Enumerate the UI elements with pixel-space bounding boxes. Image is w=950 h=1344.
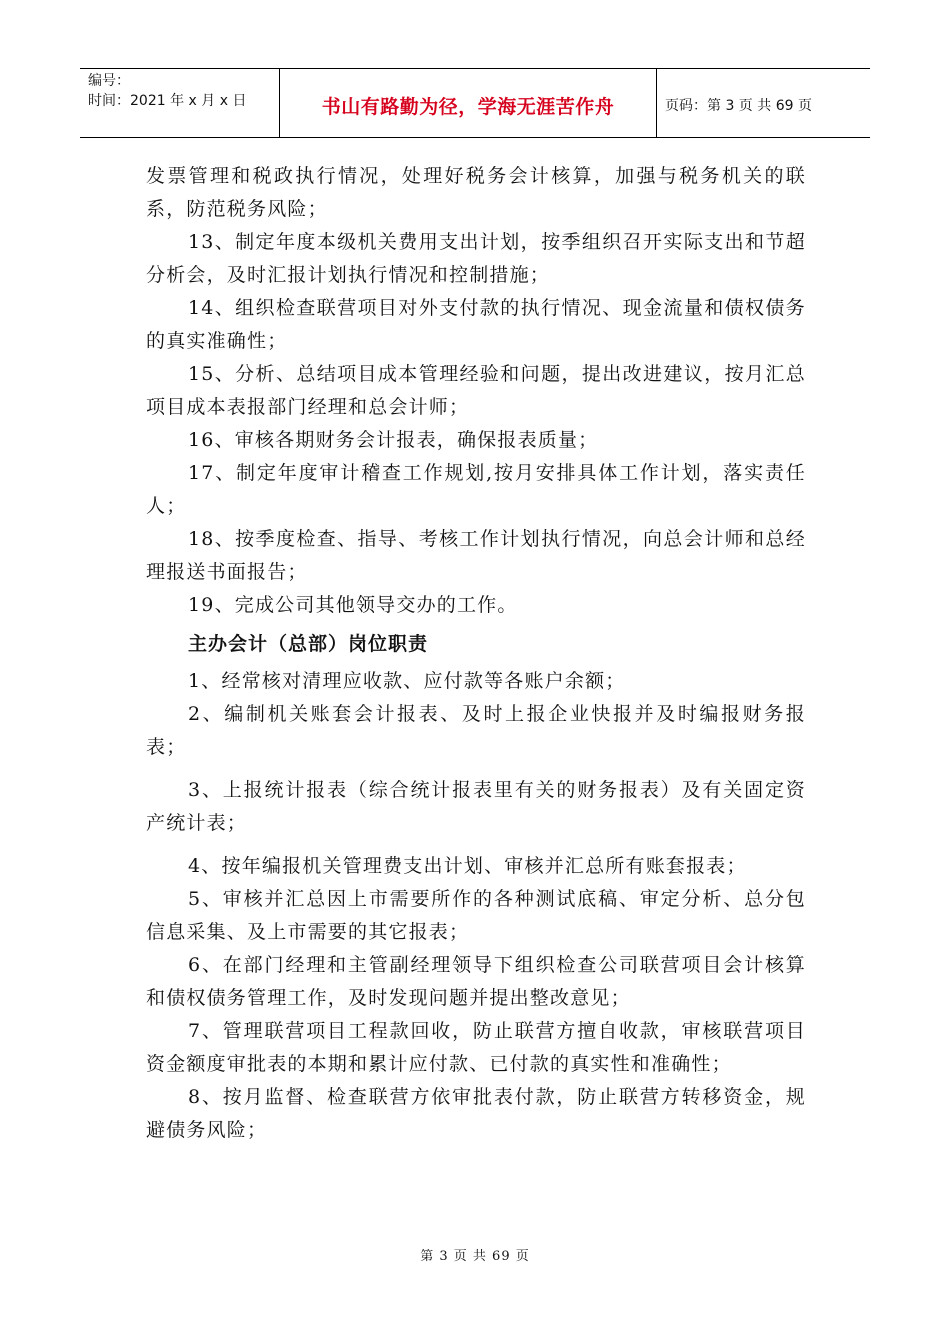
paragraph-17: 17、制定年度审计稽查工作规划,按月安排具体工作计划，落实责任人； [146, 462, 806, 517]
header-page-info [657, 69, 870, 137]
section-item-7: 7、管理联营项目工程款回收，防止联营方擅自收款，审核联营项目资金额度审批表的本期和累计应付款、已付款的真实性和准确性； [146, 1020, 806, 1075]
paragraph-14: 14、组织检查联营项目对外支付款的执行情况、现金流量和债权债务的真实准确性； [146, 297, 806, 352]
section-item-8: 8、按月监督、检查联营方依审批表付款，防止联营方转移资金，规避债务风险； [146, 1086, 806, 1141]
document-date: 时间：2021 年 x 月 x 日 [88, 93, 247, 109]
section-item-6: 6、在部门经理和主管副经理领导下组织检查公司联营项目会计核算和债权债务管理工作，及时发现问题并提出整改意见； [146, 954, 806, 1009]
paragraph-16: 16、审核各期财务会计报表，确保报表质量； [188, 429, 599, 451]
paragraph-13: 13、制定年度本级机关费用支出计划，按季组织召开实际支出和节超分析会，及时汇报计划执行情况和控制措施； [146, 231, 806, 286]
document-body [146, 160, 806, 1147]
paragraph-19: 19、完成公司其他领导交办的工作。 [188, 594, 518, 616]
section-item-2: 2、编制机关账套会计报表、及时上报企业快报并及时编报财务报表； [146, 703, 806, 758]
header-motto: 书山有路勤为径，学海无涯苦作舟 [321, 95, 615, 118]
spacer [146, 840, 806, 850]
footer-page-number: 第 3 页 共 69 页 [420, 1249, 530, 1264]
paragraph-intro: 发票管理和税政执行情况，处理好税务会计核算，加强与税务机关的联系，防范税务风险； [146, 165, 806, 220]
paragraph-18: 18、按季度检查、指导、考核工作计划执行情况，向总会计师和总经理报送书面报告； [146, 528, 806, 583]
section-item-5: 5、审核并汇总因上市需要所作的各种测试底稿、审定分析、总分包信息采集、及上市需要的其它报表； [146, 888, 806, 943]
page-footer [0, 1245, 950, 1264]
header-page-number: 页码：第 3 页 共 69 页 [665, 98, 812, 114]
header-meta [80, 69, 280, 137]
document-number-label: 编号： [88, 73, 130, 89]
spacer [146, 764, 806, 774]
page-header [80, 68, 870, 138]
section-item-4: 4、按年编报机关管理费支出计划、审核并汇总所有账套报表； [188, 855, 747, 877]
section-item-3: 3、上报统计报表（综合统计报表里有关的财务报表）及有关固定资产统计表； [146, 779, 806, 834]
paragraph-15: 15、分析、总结项目成本管理经验和问题，提出改进建议，按月汇总项目成本表报部门经理和总会计师； [146, 363, 806, 418]
section-item-1: 1、经常核对清理应收款、应付款等各账户余额； [188, 670, 626, 692]
header-motto-cell [280, 69, 657, 137]
section-title: 主办会计（总部）岗位职责 [188, 633, 429, 655]
